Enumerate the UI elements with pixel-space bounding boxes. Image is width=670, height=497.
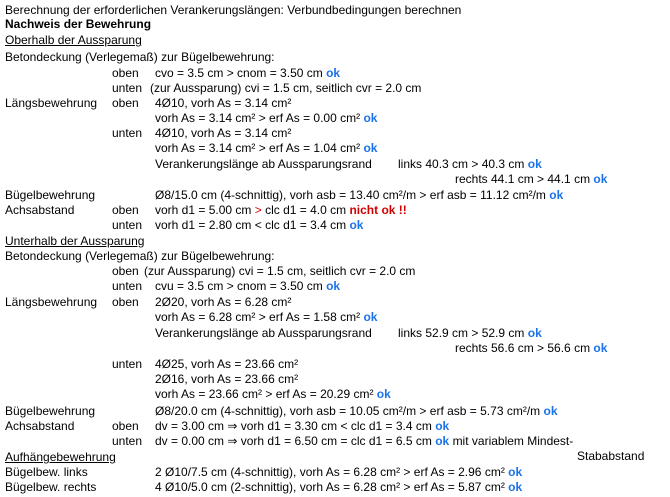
unterhalb-laengs-oben-label: oben <box>112 295 139 309</box>
unterhalb-verank-links <box>398 326 542 340</box>
ok-badge: ok <box>593 172 608 186</box>
oberhalb-achs-unten-label: unten <box>112 218 143 232</box>
oberhalb-oben-check-text: vorh As = 3.14 cm² > erf As = 0.00 cm² <box>155 111 361 125</box>
oberhalb-unten-label: unten <box>112 81 143 95</box>
oberhalb-verank-links <box>398 157 542 171</box>
ok-badge: ok <box>549 188 564 202</box>
oberhalb-achs-unten-text: vorh d1 = 2.80 cm < clc d1 = 3.4 cm <box>155 218 347 232</box>
ok-badge: ok <box>363 111 378 125</box>
oberhalb-achs-oben-text: vorh d1 = 5.00 cm > clc d1 = 4.0 cm <box>155 203 347 217</box>
unterhalb-laengs-label: Längsbewehrung <box>5 295 98 309</box>
unterhalb-betondeckung-label: Betondeckung (Verlegemaß) zur Bügelbewehrung: <box>5 249 275 263</box>
aufhaenge-rechts-text: 4 Ø10/5.0 cm (2-schnittig), vorh As = 6.28 cm² > erf As = 5.87 cm² <box>155 480 505 494</box>
unterhalb-verank-links-text: links 52.9 cm > 52.9 cm <box>398 326 525 340</box>
nicht-ok-badge: nicht ok !! <box>349 203 407 217</box>
ok-badge: ok <box>593 341 608 355</box>
oberhalb-achs-unten <box>155 218 363 232</box>
unterhalb-unten-label: unten <box>112 279 143 293</box>
comparison-operator: > <box>254 203 262 217</box>
unterhalb-unten-bars2: 2Ø16, vorh As = 23.66 cm² <box>155 372 299 386</box>
unterhalb-oben-check-text: vorh As = 6.28 cm² > erf As = 1.58 cm² <box>155 310 361 324</box>
unterhalb-unten-check <box>155 387 391 401</box>
unterhalb-buegel-line <box>155 404 558 418</box>
unterhalb-cvu-line <box>155 279 340 293</box>
oberhalb-buegel-line <box>155 188 563 202</box>
unterhalb-achs-oben-text: dv = 3.00 cm ⇒ vorh d1 = 3.30 cm < clc d1 = 3.4 cm <box>155 419 432 433</box>
ok-badge: ok <box>543 404 558 418</box>
ok-badge: ok <box>435 419 450 433</box>
oberhalb-verank-rechts <box>455 172 607 186</box>
unterhalb-oben-line: (zur Aussparung) cvi = 1.5 cm, seitlich cvr = 2.0 cm <box>144 264 416 278</box>
unterhalb-achs-unten <box>155 434 573 448</box>
unterhalb-oben-label: oben <box>112 264 139 278</box>
ok-badge: ok <box>326 66 341 80</box>
ok-badge: ok <box>527 326 542 340</box>
ok-badge: ok <box>363 141 378 155</box>
unterhalb-laengs-unten-label: unten <box>112 357 143 371</box>
oberhalb-heading: Oberhalb der Aussparung <box>5 33 142 47</box>
oberhalb-cvo-text: cvo = 3.5 cm > cnom = 3.50 cm <box>155 66 323 80</box>
oberhalb-achs-label: Achsabstand <box>5 203 75 217</box>
unterhalb-cvu-text: cvu = 3.5 cm > cnom = 3.50 cm <box>155 279 323 293</box>
oberhalb-laengs-oben-label: oben <box>112 96 139 110</box>
unterhalb-unten-bars1: 4Ø25, vorh As = 23.66 cm² <box>155 357 299 371</box>
oberhalb-verank-rechts-text: rechts 44.1 cm > 44.1 cm <box>455 172 591 186</box>
ok-badge: ok <box>508 465 523 479</box>
unterhalb-heading: Unterhalb der Aussparung <box>5 234 145 248</box>
unterhalb-achs-note2: Stababstand <box>577 449 645 463</box>
unterhalb-verank-rechts <box>455 341 607 355</box>
oberhalb-oben-check <box>155 111 377 125</box>
ok-badge: ok <box>376 387 391 401</box>
unterhalb-oben-bars: 2Ø20, vorh As = 6.28 cm² <box>155 295 292 309</box>
oberhalb-unten-line: (zur Aussparung) cvi = 1.5 cm, seitlich cvr = 2.0 cm <box>150 81 422 95</box>
unterhalb-achs-unten-label: unten <box>112 434 143 448</box>
section-title: Nachweis der Bewehrung <box>5 17 152 31</box>
oberhalb-verank-label: Verankerungslänge ab Aussparungsrand <box>155 157 372 171</box>
aufhaenge-links-line <box>155 465 522 479</box>
aufhaenge-links-label: Bügelbew. links <box>5 465 88 479</box>
oberhalb-verank-links-text: links 40.3 cm > 40.3 cm <box>398 157 525 171</box>
oberhalb-oben-label: oben <box>112 66 139 80</box>
aufhaenge-heading: Aufhängebewehrung <box>5 450 116 464</box>
unterhalb-oben-check <box>155 310 377 324</box>
oberhalb-laengs-label: Längsbewehrung <box>5 96 98 110</box>
unterhalb-buegel-text: Ø8/20.0 cm (4-schnittig), vorh asb = 10.05 cm²/m > erf asb = 5.73 cm²/m <box>155 404 541 418</box>
oberhalb-achs-oben <box>155 203 407 217</box>
oberhalb-unten-bars: 4Ø10, vorh As = 3.14 cm² <box>155 126 292 140</box>
oberhalb-buegel-label: Bügelbewehrung <box>5 188 96 202</box>
unterhalb-buegel-label: Bügelbewehrung <box>5 404 96 418</box>
document-title: Berechnung der erforderlichen Verankerungslängen: Verbundbedingungen berechnen <box>5 3 462 17</box>
ok-badge: ok <box>363 310 378 324</box>
ok-badge: ok <box>435 434 450 448</box>
oberhalb-buegel-text: Ø8/15.0 cm (4-schnittig), vorh asb = 13.40 cm²/m > erf asb = 11.12 cm²/m <box>155 188 546 202</box>
aufhaenge-rechts-line <box>155 480 522 494</box>
oberhalb-oben-bars: 4Ø10, vorh As = 3.14 cm² <box>155 96 292 110</box>
aufhaenge-rechts-label: Bügelbew. rechts <box>5 480 97 494</box>
oberhalb-cvo-line <box>155 66 340 80</box>
ok-badge: ok <box>349 218 364 232</box>
unterhalb-unten-check-text: vorh As = 23.66 cm² > erf As = 20.29 cm² <box>155 387 374 401</box>
ok-badge: ok <box>508 480 523 494</box>
oberhalb-unten-check-text: vorh As = 3.14 cm² > erf As = 1.04 cm² <box>155 141 361 155</box>
unterhalb-achs-label: Achsabstand <box>5 419 75 433</box>
oberhalb-unten-check <box>155 141 377 155</box>
unterhalb-achs-note: mit variablem Mindest- <box>452 434 574 448</box>
ok-badge: ok <box>326 279 341 293</box>
unterhalb-verank-rechts-text: rechts 56.6 cm > 56.6 cm <box>455 341 591 355</box>
unterhalb-verank-label: Verankerungslänge ab Aussparungsrand <box>155 326 372 340</box>
oberhalb-laengs-unten-label: unten <box>112 126 143 140</box>
oberhalb-betondeckung-label: Betondeckung (Verlegemaß) zur Bügelbewehrung: <box>5 50 275 64</box>
ok-badge: ok <box>527 157 542 171</box>
unterhalb-achs-unten-text: dv = 0.00 cm ⇒ vorh d1 = 6.50 cm = clc d1 = 6.5 cm <box>155 434 432 448</box>
oberhalb-achs-oben-label: oben <box>112 203 139 217</box>
unterhalb-achs-oben <box>155 419 449 433</box>
unterhalb-achs-oben-label: oben <box>112 419 139 433</box>
aufhaenge-links-text: 2 Ø10/7.5 cm (4-schnittig), vorh As = 6.28 cm² > erf As = 2.96 cm² <box>155 465 505 479</box>
